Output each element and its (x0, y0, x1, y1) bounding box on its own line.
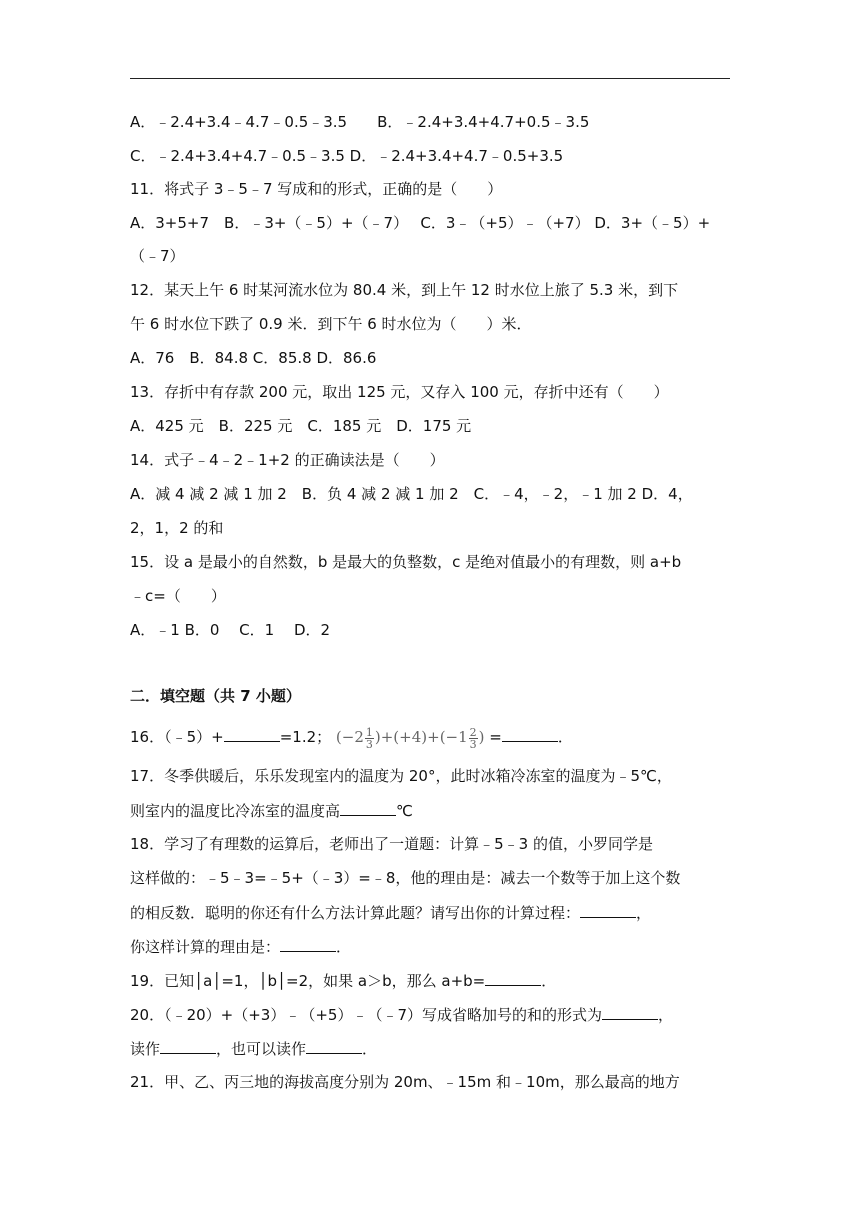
q16-frac2-num: 2 (469, 725, 477, 739)
q17-line-1: 17．冬季供暖后，乐乐发现室内的温度为 20°，此时冰箱冷冻室的温度为﹣5℃， (130, 767, 672, 785)
q16-expr-a: (−2 (335, 728, 364, 746)
q18-line-3 (130, 902, 735, 923)
q17-line-2 (130, 800, 735, 821)
q18-line4-post: ． (336, 938, 352, 956)
header-rule (130, 78, 730, 79)
q20-line2-c: ． (362, 1040, 378, 1058)
q11-stem: 11．将式子 3﹣5﹣7 写成和的形式，正确的是（ ） (130, 180, 503, 198)
q19-pre: 19．已知│a│=1，│b│=2，如果 a＞b，那么 a+b= (130, 972, 486, 990)
q16-end: ． (557, 728, 573, 746)
q12-stem: 12．某天上午 6 时某河流水位为 80.4 米，到上午 12 时水位上旅了 5.3 米，到下 (130, 281, 679, 299)
q20-line-1 (130, 1004, 735, 1025)
q16-equals: = (484, 728, 502, 746)
q10-options-ab: A．﹣2.4+3.4﹣4.7﹣0.5﹣3.5 B．﹣2.4+3.4+4.7+0.5﹣3.5 (130, 113, 590, 131)
q20-line2-a: 读作 (130, 1040, 161, 1058)
q20-blank-2 (160, 1038, 216, 1054)
q16-blank-2 (502, 726, 558, 742)
q18-line-2: 这样做的：﹣5﹣3=﹣5+（﹣3）=﹣8，他的理由是：减去一个数等于加上这个数 (130, 869, 681, 887)
q19 (130, 970, 735, 991)
q14-stem: 14．式子﹣4﹣2﹣1+2 的正确读法是（ ） (130, 451, 445, 469)
q16-blank-1 (224, 726, 280, 742)
q17-line2-pre: 则室内的温度比冷冻室的温度高 (130, 802, 341, 820)
q19-post: ． (541, 972, 557, 990)
q18-blank-1 (580, 902, 636, 918)
section-title: 二．填空题（共 7 小题） (130, 687, 301, 705)
q18-line3-post: ， (636, 904, 652, 922)
q16-frac2-den: 3 (469, 737, 477, 751)
q18-line-1: 18．学习了有理数的运算后，老师出了一道题：计算﹣5﹣3 的值，小罗同学是 (130, 835, 653, 853)
q20-line-2 (130, 1038, 735, 1059)
q16-frac1-den: 3 (365, 737, 373, 751)
q20-blank-3 (306, 1038, 362, 1054)
q15-stem-cont: ﹣c=（ ） (130, 587, 226, 605)
q13-options: A．425 元 B．225 元 C．185 元 D．175 元 (130, 417, 472, 435)
q15-stem: 15．设 a 是最小的自然数，b 是最大的负整数，c 是绝对值最小的有理数，则 a+b (130, 553, 682, 571)
q20-line1-pre: 20．（﹣20）+（+3）﹣（+5）﹣（﹣7）写成省略加号的和的形式为 (130, 1006, 603, 1024)
q12-stem-cont: 午 6 时水位下跌了 0.9 米．到下午 6 时水位为（ ）米． (130, 315, 532, 333)
q17-blank (340, 800, 396, 816)
q15-options: A．﹣1 B．0 C．1 D．2 (130, 621, 331, 639)
q18-blank-2 (280, 936, 336, 952)
q16-expr-c: ) (478, 728, 485, 746)
q17-line2-post: ℃ (396, 802, 413, 820)
q14-options: A．减 4 减 2 减 1 加 2 B．负 4 减 2 减 1 加 2 C．﹣4，﹣2，﹣1 加 2 D．4， (130, 485, 693, 503)
q18-line-4 (130, 936, 735, 957)
q11-options-cont: （﹣7） (130, 247, 185, 265)
q11-options: A．3+5+7 B．﹣3+（﹣5）+（﹣7） C．3﹣（+5）﹣（+7） D．3+（﹣5）+ (130, 214, 711, 232)
q20-blank-1 (602, 1004, 658, 1020)
q21-line-1: 21．甲、乙、丙三地的海拔高度分别为 20m、﹣15m 和﹣10m，那么最高的地方 (130, 1073, 680, 1091)
q16-fraction-1 (365, 727, 374, 750)
q16 (130, 726, 735, 750)
q20-line2-b: ，也可以读作 (216, 1040, 307, 1058)
q19-blank (485, 970, 541, 986)
q12-options: A．76 B．84.8 C．85.8 D．86.6 (130, 349, 377, 367)
q16-frac1-num: 1 (365, 725, 373, 739)
q16-prefix: 16．（﹣5）+ (130, 728, 224, 746)
q14-options-cont: 2，1，2 的和 (130, 519, 224, 537)
q16-expression (335, 725, 485, 751)
q20-line1-post: ， (658, 1006, 674, 1024)
q16-mid: =1.2； (279, 728, 332, 746)
q18-line3-pre: 的相反数．聪明的你还有什么方法计算此题？请写出你的计算过程： (130, 904, 581, 922)
q16-expr-b: )+(+4)+(−1 (374, 728, 468, 746)
q16-fraction-2 (469, 727, 478, 750)
q10-options-cd: C．﹣2.4+3.4+4.7﹣0.5﹣3.5 D．﹣2.4+3.4+4.7﹣0.5+3.5 (130, 147, 564, 165)
q13-stem: 13．存折中有存款 200 元，取出 125 元，又存入 100 元，存折中还有（ ） (130, 383, 669, 401)
q18-line4-pre: 你这样计算的理由是： (130, 938, 281, 956)
